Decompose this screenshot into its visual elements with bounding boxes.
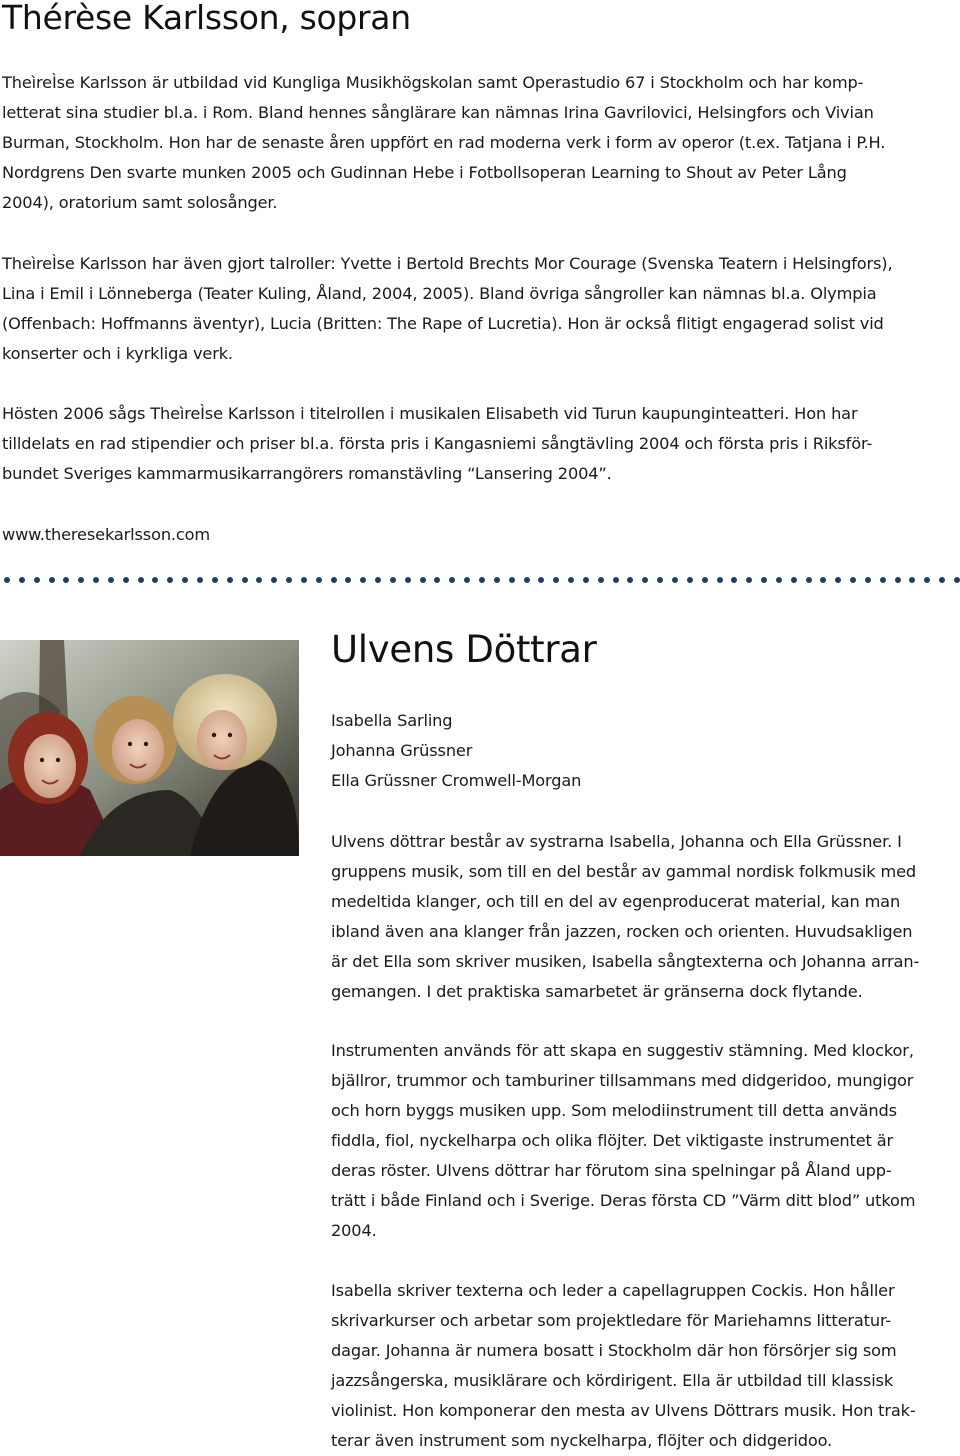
- divider-dot: [791, 577, 797, 583]
- bio-paragraph-1: [2, 68, 950, 218]
- divider-dot: [19, 577, 25, 583]
- text-line: deras röster. Ulvens döttrar har förutom sina spelningar på Åland upp-: [331, 1161, 892, 1180]
- divider-dot: [850, 577, 856, 583]
- divider-dot: [494, 577, 500, 583]
- divider-dot: [63, 577, 69, 583]
- text-line: gemangen. I det praktiska samarbetet är gränserna dock flytande.: [331, 982, 863, 1001]
- page-title: Thérèse Karlsson, sopran: [2, 0, 411, 37]
- text-line: 2004.: [331, 1221, 377, 1240]
- text-line: Instrumenten används för att skapa en suggestiv stämning. Med klockor,: [331, 1041, 914, 1060]
- divider-dot: [286, 577, 292, 583]
- divider-dot: [568, 577, 574, 583]
- divider-dot: [613, 577, 619, 583]
- divider-dot: [390, 577, 396, 583]
- divider-dot: [583, 577, 589, 583]
- divider-dot: [657, 577, 663, 583]
- text-line: och horn byggs musiken upp. Som melodiinstrument till detta används: [331, 1101, 897, 1120]
- text-line: är det Ella som skriver musiken, Isabella sångtexterna och Johanna arran-: [331, 952, 920, 971]
- website-link[interactable]: [2, 520, 950, 550]
- divider-dot: [152, 577, 158, 583]
- member-name: Johanna Grüssner: [331, 741, 473, 760]
- text-line: (Offenbach: Hoffmanns äventyr), Lucia (Britten: The Rape of Lucretia). Hon är också flitigt engagerad solist vid: [2, 314, 884, 333]
- divider-dot: [895, 577, 901, 583]
- divider-dot: [939, 577, 945, 583]
- member-name: Ella Grüssner Cromwell-Morgan: [331, 771, 582, 790]
- text-line: gruppens musik, som till en del består av gammal nordisk folkmusik med: [331, 862, 917, 881]
- text-line: Nordgrens Den svarte munken 2005 och Gudinnan Hebe i Fotbollsoperan Learning to Shout av Peter Lång: [2, 163, 847, 182]
- text-line: violinist. Hon komponerar den mesta av Ulvens Döttrars musik. Hon trak-: [331, 1401, 916, 1420]
- divider-dot: [524, 577, 530, 583]
- text-line: Ulvens döttrar består av systrarna Isabella, Johanna och Ella Grüssner. I: [331, 832, 902, 851]
- text-line: dagar. Johanna är numera bosatt i Stockholm där hon försörjer sig som: [331, 1341, 897, 1360]
- member-list: [331, 706, 581, 796]
- dotted-divider: [4, 577, 960, 585]
- divider-dot: [479, 577, 485, 583]
- divider-dot: [93, 577, 99, 583]
- text-line: bjällror, trummor och tamburiner tillsammans med didgeridoo, mungigor: [331, 1071, 914, 1090]
- text-line: letterat sina studier bl.a. i Rom. Bland hennes sånglärare kan nämnas Irina Gavrilovici, Helsingfors och Vivian: [2, 103, 874, 122]
- text-line: bundet Sveriges kammarmusikarrangörers romanstävling “Lansering 2004”.: [2, 464, 612, 483]
- divider-dot: [672, 577, 678, 583]
- divider-dot: [717, 577, 723, 583]
- text-line: TheìreÌse Karlsson har även gjort talroller: Yvette i Bertold Brechts Mor Courage (Svenska Teatern i Helsingfors),: [2, 254, 893, 273]
- divider-dot: [123, 577, 129, 583]
- divider-dot: [182, 577, 188, 583]
- divider-dot: [375, 577, 381, 583]
- text-line: terar även instrument som nyckelharpa, flöjter och didgeridoo.: [331, 1431, 833, 1450]
- divider-dot: [420, 577, 426, 583]
- text-line: Burman, Stockholm. Hon har de senaste åren uppfört en rad moderna verk i form av operor (t.ex. Tatjana i P.H.: [2, 133, 886, 152]
- text-line: ibland även ana klanger från jazzen, rocken och orienten. Huvudsakligen: [331, 922, 913, 941]
- divider-dot: [464, 577, 470, 583]
- group-paragraph-2: [331, 1036, 951, 1246]
- divider-dot: [227, 577, 233, 583]
- divider-dot: [880, 577, 886, 583]
- divider-dot: [405, 577, 411, 583]
- group-paragraph-3: [331, 1276, 951, 1456]
- divider-dot: [687, 577, 693, 583]
- text-line: Isabella skriver texterna och leder a capellagruppen Cockis. Hon håller: [331, 1281, 895, 1300]
- section-title: Ulvens Döttrar: [331, 628, 597, 671]
- bio-paragraph-3: [2, 399, 950, 489]
- group-photo: [0, 640, 299, 856]
- text-line: tilldelats en rad stipendier och priser bl.a. första pris i Kangasniemi sångtävling 2004 och första pris i Riksför-: [2, 434, 873, 453]
- divider-dot: [212, 577, 218, 583]
- text-line: Hösten 2006 sågs TheìreÌse Karlsson i titelrollen i musikalen Elisabeth vid Turun kaupunginteatteri. Hon har: [2, 404, 858, 423]
- group-paragraph-1: [331, 827, 951, 1007]
- group-photo-image: [0, 640, 299, 856]
- divider-dot: [78, 577, 84, 583]
- divider-dot: [197, 577, 203, 583]
- member-name: Isabella Sarling: [331, 711, 453, 730]
- text-line: skrivarkurser och arbetar som projektledare för Mariehamns litteratur-: [331, 1311, 892, 1330]
- divider-dot: [167, 577, 173, 583]
- divider-dot: [642, 577, 648, 583]
- divider-dot: [746, 577, 752, 583]
- divider-dot: [865, 577, 871, 583]
- website-text[interactable]: www.theresekarlsson.com: [2, 525, 211, 544]
- text-line: TheìreÌse Karlsson är utbildad vid Kungliga Musikhögskolan samt Operastudio 67 i Stockholm och har komp-: [2, 73, 864, 92]
- divider-dot: [434, 577, 440, 583]
- divider-dot: [345, 577, 351, 583]
- divider-dot: [553, 577, 559, 583]
- divider-dot: [731, 577, 737, 583]
- divider-dot: [331, 577, 337, 583]
- text-line: Lina i Emil i Lönneberga (Teater Kuling, Åland, 2004, 2005). Bland övriga sångroller kan nämnas bl.a. Olympia: [2, 284, 877, 303]
- text-line: medeltida klanger, och till en del av egenproducerat material, kan man: [331, 892, 901, 911]
- divider-dot: [538, 577, 544, 583]
- text-line: jazzsångerska, musiklärare och kördirigent. Ella är utbildad till klassisk: [331, 1371, 894, 1390]
- divider-dot: [301, 577, 307, 583]
- divider-dot: [820, 577, 826, 583]
- divider-dot: [598, 577, 604, 583]
- text-line: konserter och i kyrkliga verk.: [2, 344, 233, 363]
- divider-dot: [509, 577, 515, 583]
- divider-dot: [449, 577, 455, 583]
- divider-dot: [360, 577, 366, 583]
- divider-dot: [138, 577, 144, 583]
- divider-dot: [271, 577, 277, 583]
- text-line: 2004), oratorium samt solosånger.: [2, 193, 278, 212]
- divider-dot: [702, 577, 708, 583]
- divider-dot: [909, 577, 915, 583]
- divider-dot: [49, 577, 55, 583]
- divider-dot: [34, 577, 40, 583]
- divider-dot: [627, 577, 633, 583]
- divider-dot: [4, 577, 10, 583]
- text-line: trätt i både Finland och i Sverige. Deras första CD ”Värm ditt blod” utkom: [331, 1191, 916, 1210]
- divider-dot: [316, 577, 322, 583]
- divider-dot: [776, 577, 782, 583]
- divider-dot: [954, 577, 960, 583]
- divider-dot: [242, 577, 248, 583]
- divider-dot: [761, 577, 767, 583]
- text-line: fiddla, fiol, nyckelharpa och olika flöjter. Det viktigaste instrumentet är: [331, 1131, 893, 1150]
- divider-dot: [835, 577, 841, 583]
- divider-dot: [924, 577, 930, 583]
- bio-paragraph-2: [2, 249, 950, 369]
- divider-dot: [806, 577, 812, 583]
- divider-dot: [108, 577, 114, 583]
- divider-dot: [256, 577, 262, 583]
